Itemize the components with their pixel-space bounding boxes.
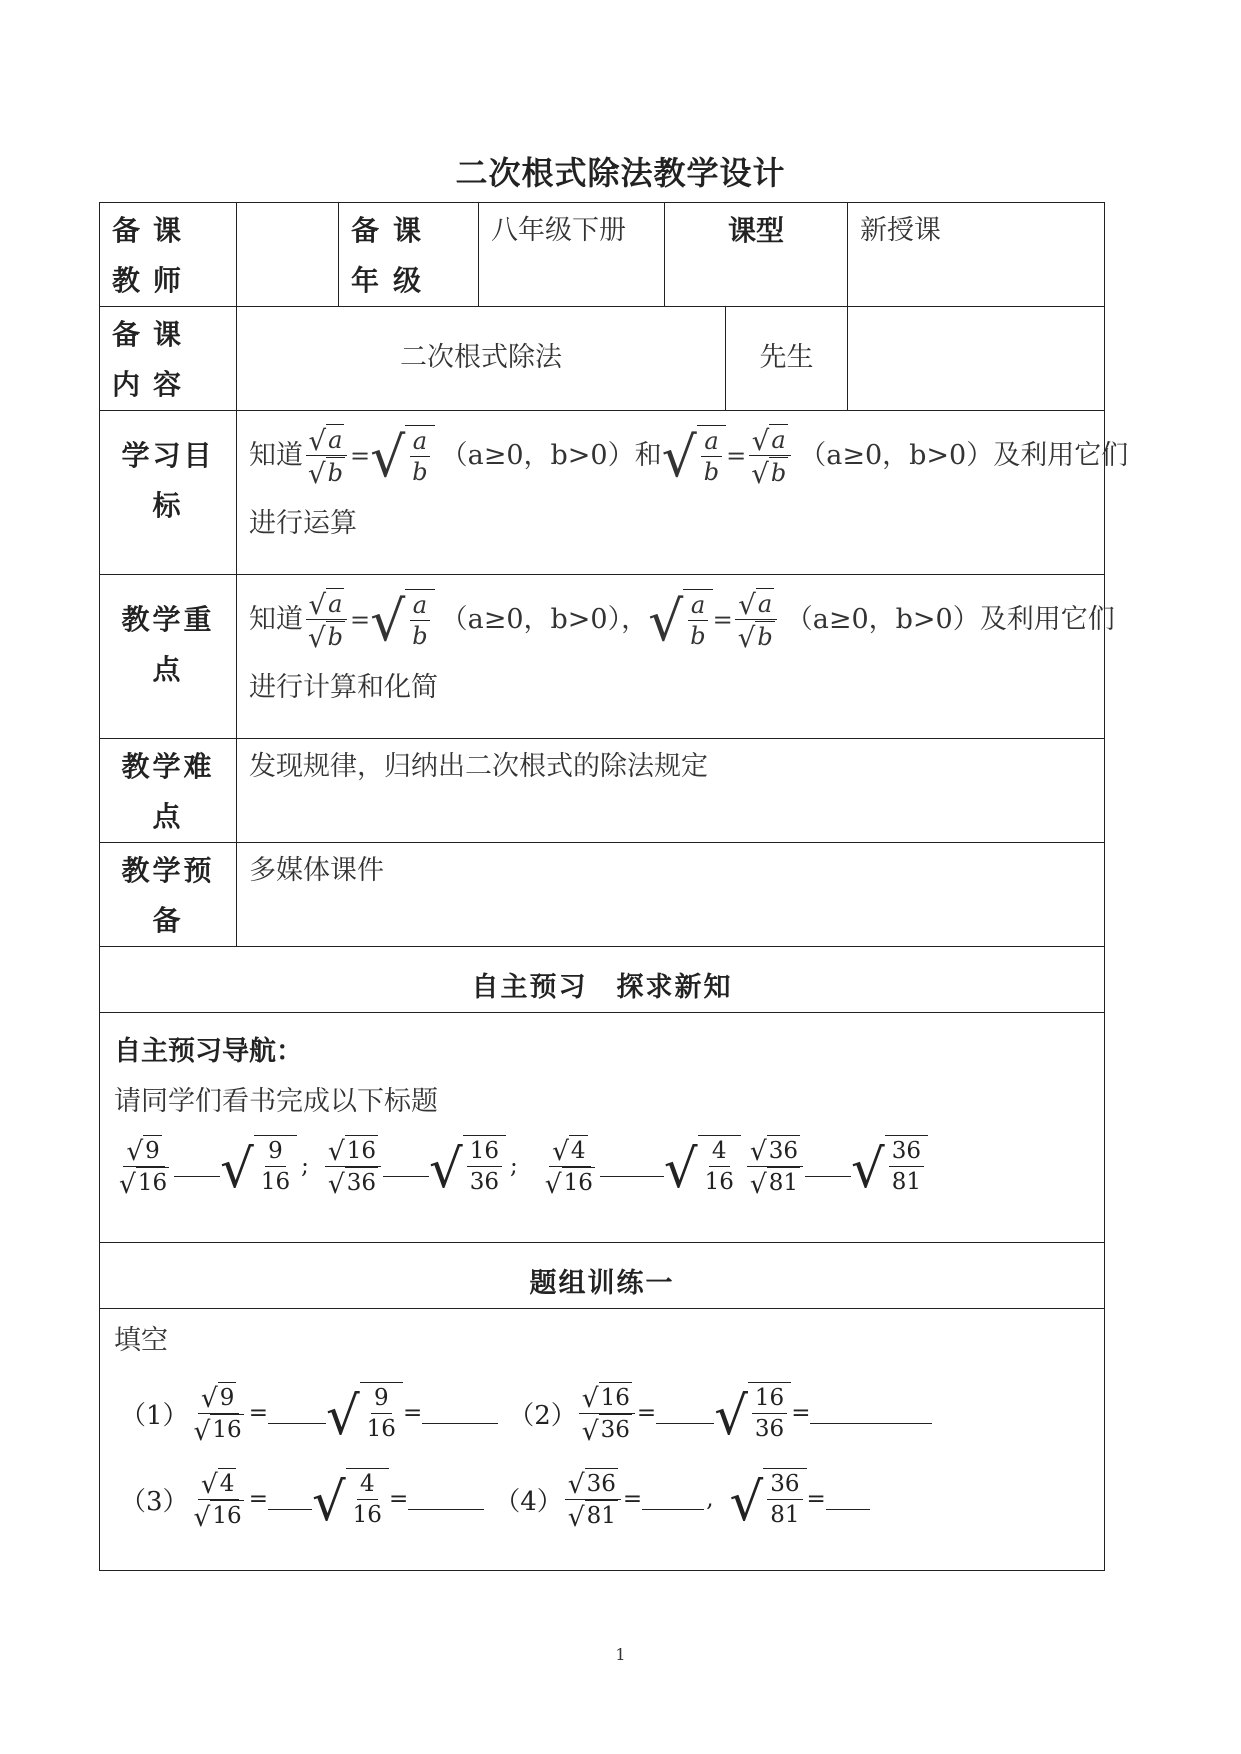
item-2-number: （2） bbox=[508, 1400, 577, 1431]
objectives-label: 学习目标 bbox=[121, 439, 215, 522]
item-4-number: （4） bbox=[494, 1486, 563, 1517]
answer-blank[interactable] bbox=[422, 1403, 498, 1424]
teacher-label: 备课教师 bbox=[112, 214, 195, 297]
answer-blank[interactable] bbox=[642, 1489, 704, 1510]
section2-header-cell bbox=[100, 1243, 1105, 1309]
answer-blank[interactable] bbox=[408, 1489, 484, 1510]
key-points-value-cell bbox=[237, 575, 1115, 739]
content-label-cell bbox=[100, 307, 237, 411]
exercise-row-1: （1） √ 9 √ 16 = √ $\frac{9}{16}$ = （2） √ 16 √ 36 = √ $\frac{16}{36}$ = bbox=[114, 1381, 1090, 1445]
formula-sqrt-a-over-sqrt-b-3: √ a √ b bbox=[305, 587, 348, 652]
section1-title: 自主预习 探求新知 bbox=[471, 972, 733, 1003]
formula-sqrt-a-over-b-3: √ $\frac{a}{b}$ bbox=[370, 589, 435, 651]
item-1-number: （1） bbox=[120, 1400, 189, 1431]
answer-blank[interactable] bbox=[656, 1403, 714, 1424]
teacher-value-cell bbox=[237, 203, 339, 307]
type-value-cell bbox=[848, 203, 1105, 307]
content-extra-value-cell bbox=[848, 307, 1105, 411]
formula-sqrt-a-over-sqrt-b-2: √ a √ b bbox=[748, 423, 791, 488]
answer-blank[interactable] bbox=[268, 1489, 312, 1510]
key-points-prefix: 知道 bbox=[249, 603, 303, 635]
formula-sqrt-a-over-b: √ $\frac{a}{b}$ bbox=[370, 425, 435, 487]
preview-expressions: √ 9 √ 16 √ $\frac{9}{16}$ ; √ 16 √ 36 √ $\frac{16}{36}$ ; √ 4 √ 16 √ $\frac{4}{16}$ √ 36 √ 81 √ $\frac{36}{81}$ bbox=[114, 1134, 1090, 1198]
formula-sqrt-a-over-b-2: √ $\frac{a}{b}$ bbox=[662, 425, 727, 487]
type-label: 课型 bbox=[728, 214, 785, 247]
preparation-value: 多媒体课件 bbox=[249, 855, 384, 886]
section1-body-cell bbox=[100, 1013, 1105, 1243]
formula-sqrt-a-over-sqrt-b-4: √ a √ b bbox=[735, 587, 778, 652]
exercise-row-2: （3） √ 4 √ 16 = √ $\frac{4}{16}$ = （4） √ 36 √ 81 = , √ $\frac{36}{81}$ = bbox=[114, 1467, 1090, 1531]
type-label-cell bbox=[665, 203, 848, 307]
item-3-number: （3） bbox=[120, 1486, 189, 1517]
lesson-plan-table bbox=[99, 202, 1129, 1571]
preparation-label: 教学预备 bbox=[121, 854, 215, 937]
grade-value: 八年级下册 bbox=[491, 215, 626, 246]
section1-instruction: 请同学们看书完成以下标题 bbox=[114, 1086, 438, 1117]
difficulties-value-cell bbox=[237, 739, 1105, 843]
objectives-value-cell bbox=[237, 411, 1129, 575]
content-value: 二次根式除法 bbox=[400, 342, 562, 373]
key-points-condition-1: （a≥0，b>0）， bbox=[440, 603, 649, 635]
grade-value-cell bbox=[479, 203, 665, 307]
preparation-value-cell bbox=[237, 843, 1105, 947]
teacher-label-cell bbox=[100, 203, 237, 307]
key-points-line2: 进行计算和化简 bbox=[249, 672, 438, 703]
section1-nav-title: 自主预习导航： bbox=[114, 1036, 303, 1067]
key-points-formula-line: 知道 √ a √ b = √ $\frac{a}{b}$ （a≥0，b>0）， √ $\frac{a}{b}$ = √ a √ b （a≥0，b>0）及利用它们 bbox=[249, 588, 1115, 655]
key-points-label: 教学重点 bbox=[121, 603, 215, 686]
objectives-label-cell bbox=[100, 411, 237, 575]
section2-body-cell bbox=[100, 1309, 1105, 1571]
content-extra-label-cell bbox=[726, 307, 848, 411]
objectives-formula-line: 知道 √ a √ b = √ $\frac{a}{b}$ （a≥0，b>0）和 √ $\frac{a}{b}$ = √ a √ b （a≥0，b>0）及利用它们 bbox=[249, 424, 1129, 491]
grade-label: 备课年级 bbox=[351, 214, 436, 297]
objectives-line2: 进行运算 bbox=[249, 508, 357, 539]
difficulties-value: 发现规律，归纳出二次根式的除法规定 bbox=[249, 751, 708, 782]
teacher-value bbox=[237, 203, 338, 206]
content-label: 备课内容 bbox=[112, 318, 195, 401]
page-title: 二次根式除法教学设计 bbox=[455, 154, 786, 192]
formula-sqrt-a-over-sqrt-b: √ a √ b bbox=[305, 423, 348, 488]
section2-fill-label: 填空 bbox=[114, 1325, 168, 1356]
key-points-condition-2: （a≥0，b>0）及利用它们 bbox=[785, 603, 1115, 635]
preparation-label-cell bbox=[100, 843, 237, 947]
content-value-cell bbox=[237, 307, 726, 411]
section2-title: 题组训练一 bbox=[529, 1268, 675, 1299]
objectives-condition-1: （a≥0，b>0）和 bbox=[440, 439, 662, 471]
objectives-condition-2: （a≥0，b>0）及利用它们 bbox=[799, 439, 1129, 471]
difficulties-label-cell bbox=[100, 739, 237, 843]
content-extra-label: 先生 bbox=[759, 342, 814, 373]
key-points-label-cell bbox=[100, 575, 237, 739]
page-number: 1 bbox=[615, 1645, 626, 1664]
difficulties-label: 教学难点 bbox=[121, 750, 215, 833]
answer-blank[interactable] bbox=[826, 1489, 870, 1510]
content-extra-value bbox=[848, 307, 1104, 310]
answer-blank[interactable] bbox=[268, 1403, 326, 1424]
objectives-prefix: 知道 bbox=[249, 439, 303, 471]
section1-header-cell bbox=[100, 947, 1105, 1013]
formula-sqrt-a-over-b-4: √ $\frac{a}{b}$ bbox=[648, 589, 713, 651]
grade-label-cell bbox=[339, 203, 479, 307]
answer-blank[interactable] bbox=[810, 1403, 932, 1424]
type-value: 新授课 bbox=[860, 215, 942, 246]
